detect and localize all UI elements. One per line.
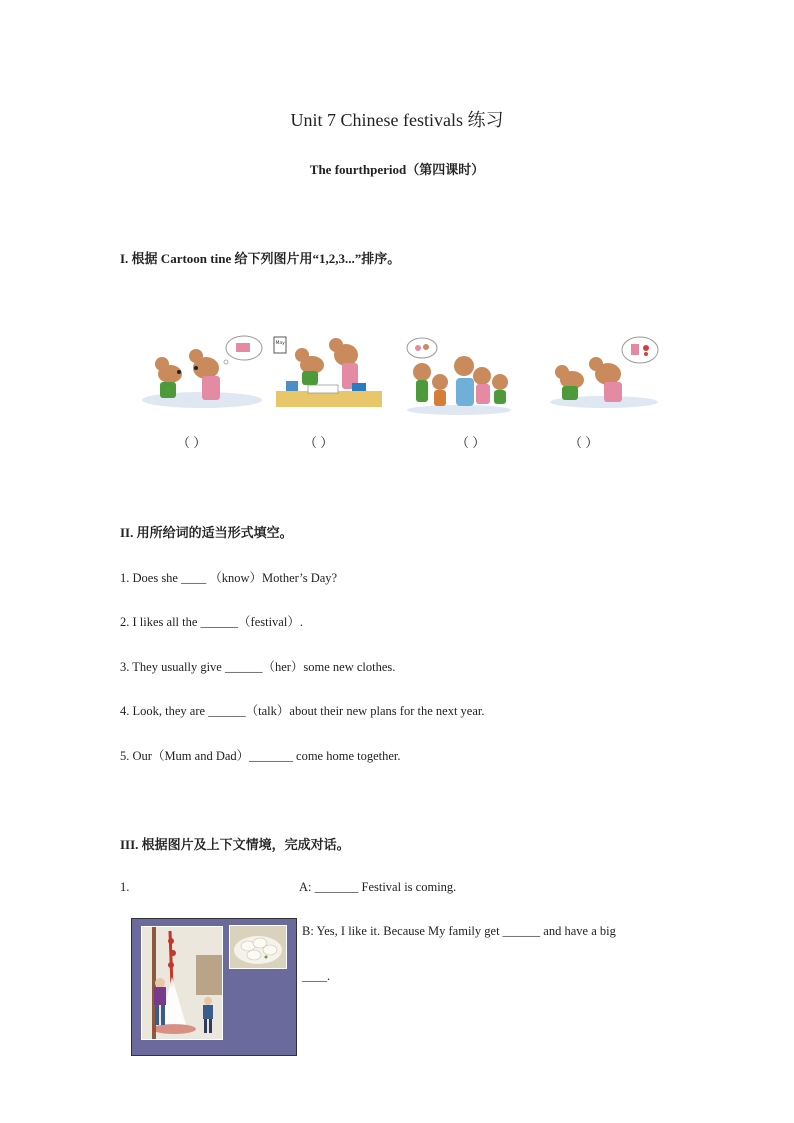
cartoon-picture-3 [404,336,514,416]
fill-question-5: 5. Our（Mum and Dad）_______ come home together. [120,749,401,763]
mouse-left [295,348,324,385]
dumplings-photo [229,925,287,969]
fireworks-photo [141,926,223,1040]
section-1-heading: I. 根据 Cartoon tine 给下列图片用“1,2,3...”排序。 [120,251,401,266]
fill-question-1: 1. Does she ____ （know）Mother’s Day? [120,571,338,585]
fill-question-3: 3. They usually give ______（her）some new clothes. [120,660,396,674]
order-blank-3[interactable]: （ ） [456,435,486,450]
dialogue-line-b: B: Yes, I like it. Because My family get ______ and have a big [302,924,616,938]
order-blank-4[interactable]: （ ） [569,435,599,450]
mouse-group [413,356,508,406]
cartoon-picture-2 [272,333,384,413]
cartoon-picture-4 [548,330,663,410]
page-title: Unit 7 Chinese festivals 练习 [290,110,504,130]
mouse-right [329,338,358,389]
order-blank-2[interactable]: （ ） [304,435,334,450]
section-2-heading: II. 用所给词的适当形式填空。 [120,525,293,540]
fill-question-4: 4. Look, they are ______（talk）about their new plans for the next year. [120,704,485,718]
fill-question-2: 2. I likes all the ______（festival）. [120,615,303,629]
mouse-right [589,357,622,402]
dialogue-line-a: A: _______ Festival is coming. [299,880,457,894]
calendar-text: May [275,341,285,346]
mouse-left [155,357,182,398]
dialogue-number: 1. [120,880,130,894]
festival-picture-frame [131,918,297,1056]
order-blank-1[interactable]: （ ） [177,435,207,450]
page-subtitle: The fourthperiod（第四课时） [309,162,485,177]
mouse-left [555,365,584,400]
section-3-heading: III. 根据图片及上下文情境，完成对话。 [120,837,350,852]
dialogue-line-b-continued: ____. [302,969,331,983]
cartoon-picture-1 [140,330,265,410]
